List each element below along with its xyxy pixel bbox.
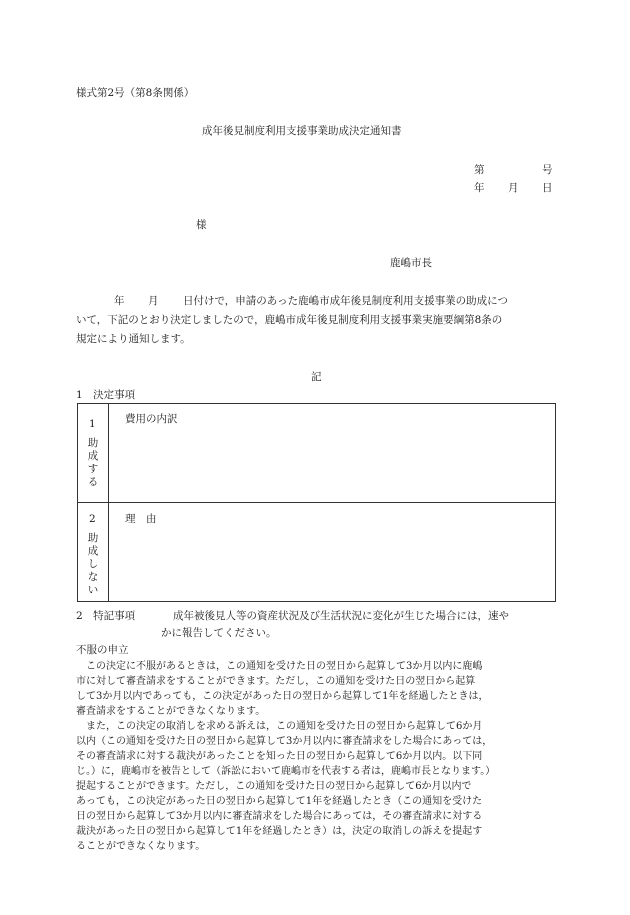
number-suffix: 号 — [542, 164, 553, 176]
appeal-p1-line: 審査請求をすることができなくなります。 — [76, 706, 266, 717]
appeal-p2-line: 日の翌日から起算して3か月以内に審査請求をした場合にあっては，その審査請求に対する — [76, 811, 483, 822]
appeal-p2-line: 以内（この通知を受けた日の翌日から起算して3か月以内に審査請求をした場合にあっては， — [76, 736, 493, 747]
row1-field-label: 費用の内訳 — [125, 413, 178, 425]
appeal-p2-line: その審査請求に対する裁決があったことを知った日の翌日から起算して6か月以内。以下同 — [76, 751, 483, 762]
appeal-p2-line: また，この決定の取消しを求める訴えは，この通知を受けた日の翌日から起算して6か月 — [76, 721, 483, 732]
date-day: 日 — [542, 182, 553, 194]
section2-line2: かに報告してください。 — [161, 627, 277, 639]
body-month: 月 — [148, 295, 159, 307]
appeal-p2-line: じ。）に，鹿嶋市を被告として（訴訟において鹿嶋市を代表する者は，鹿嶋市長となります。） — [76, 766, 496, 777]
section2-line1: 成年被後見人等の資産状況及び生活状況に変化が生じた場合には，速や — [173, 610, 509, 622]
number-prefix: 第 — [474, 164, 485, 176]
date-year: 年 — [474, 182, 485, 194]
row2-field-label: 理 由 — [125, 513, 157, 525]
form-id: 様式第2号（第8条関係） — [76, 87, 195, 99]
appeal-p1-line: 市に対して審査請求をすることができます。ただし，この通知を受けた日の翌日から起算 — [76, 676, 476, 687]
appeal-p2-line: 裁決があった日の翌日から起算して1年を経過したとき）は，決定の取消しの訴えを提起す — [76, 826, 483, 837]
table-column-divider — [108, 403, 109, 601]
section1-heading: 1 決定事項 — [76, 389, 136, 401]
date-month: 月 — [508, 182, 519, 194]
issuer: 鹿嶋市長 — [390, 257, 432, 269]
document-title: 成年後見制度利用支援事業助成決定通知書 — [202, 125, 402, 137]
appeal-p1-line: この決定に不服があるときは，この通知を受けた日の翌日から起算して3か月以内に鹿嶋 — [76, 661, 483, 672]
appeal-heading: 不服の申立 — [76, 644, 129, 656]
appeal-p2-line: ることができなくなります。 — [76, 841, 206, 852]
section2-heading: 2 特記事項 — [76, 610, 136, 622]
row2-number: 2 — [89, 513, 96, 525]
appeal-p1-line: して3か月以内であっても，この決定があった日の翌日から起算して1年を経過したときは， — [76, 691, 489, 702]
row1-label: 助成する — [87, 437, 99, 488]
row1-number: 1 — [89, 418, 96, 430]
body-year: 年 — [114, 295, 125, 307]
body-line3: 規定により通知します。 — [76, 333, 191, 345]
body-line2: いて，下記のとおり決定しましたので，鹿嶋市成年後見制度利用支援事業実施要綱第8条の — [76, 314, 503, 326]
appeal-p2-line: 提起することができます。ただし，この通知を受けた日の翌日から起算して6か月以内で — [76, 781, 472, 792]
appeal-p2-line: あっても，この決定があった日の翌日から起算して1年を経過したとき（この通知を受けた — [76, 796, 483, 807]
ki-mark: 記 — [311, 371, 322, 383]
body-line1: 日付けで，申請のあった鹿嶋市成年後見制度利用支援事業の助成につ — [183, 295, 508, 307]
row2-label: 助成しない — [87, 532, 99, 596]
addressee-suffix: 様 — [196, 219, 207, 231]
table-row-divider — [77, 502, 555, 503]
